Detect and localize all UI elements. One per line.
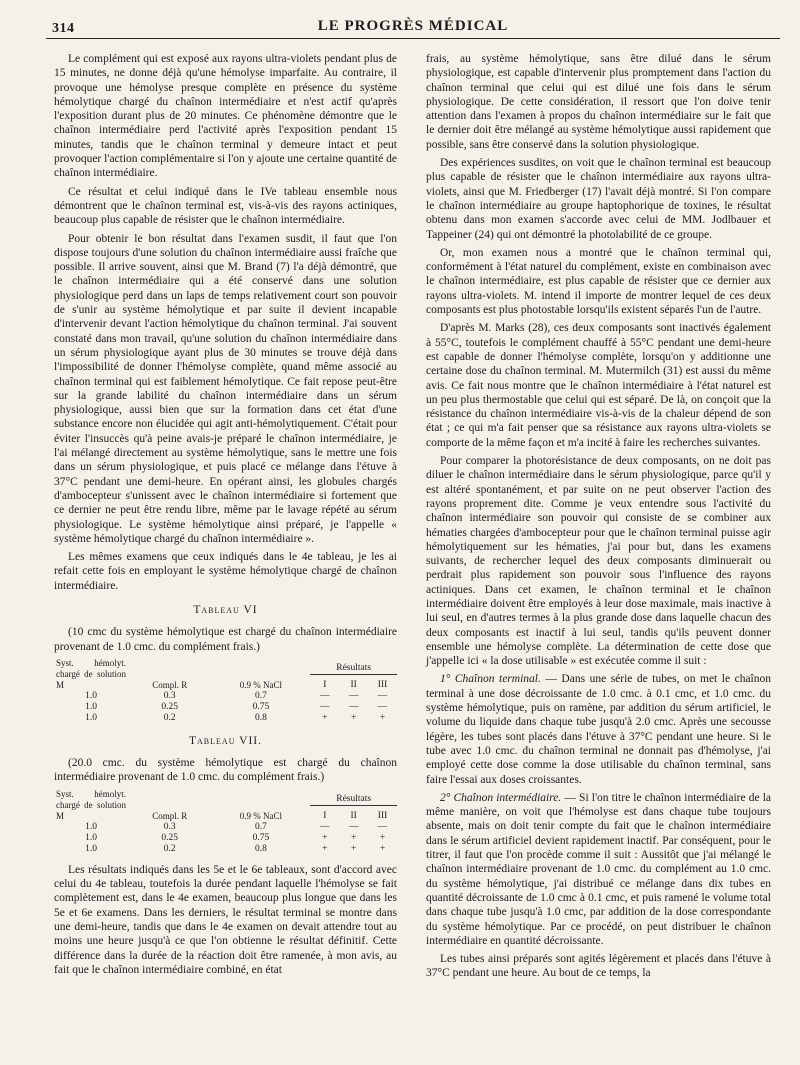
results-table-6 xyxy=(54,658,397,724)
table-cell: 0.2 xyxy=(163,843,176,854)
paragraph: Les mêmes examens que ceux indiqués dans le 4e tableau, je les ai refait cette fois en employant le système hémolytique chargé de chaînon intermédiaire. xyxy=(54,551,397,592)
table-row xyxy=(54,691,397,702)
running-header xyxy=(46,14,780,39)
paragraph xyxy=(426,791,771,948)
result-col-2: II xyxy=(350,679,357,690)
table-caption: (20.0 cmc. du système hémolytique est chargé du chaînon intermédiaire provenant de 1.0 cmc. du complément frais.) xyxy=(54,757,397,784)
paragraph-lead: 1° Chaînon terminal. xyxy=(440,673,541,686)
paragraph: Des expériences susdites, on voit que le chaînon terminal est beaucoup plus capable de résister que le chaînon intermédiaire aux rayons ultra-violets, ainsi que M. Friedberger (17) l'avait déjà montré. Si l'on compare le chaînon intermédiaire au groupe haptophorique de toxines, le résultat obtenu dans mon examen s'accorde avec celui de MM. Jodlbauer et Tappeiner (24) qui ont démontré la photolabilité de ce groupe. xyxy=(426,157,771,241)
table-cell: 0.25 xyxy=(161,701,179,712)
paragraph: Les résultats indiqués dans les 5e et le 6e tableaux, sont d'accord avec celui du 4e tableau, toutefois la durée pendant laquelle l'hémolyse se fait complètement est, dans le 4e examen, beaucoup plus longue que dans les 5e et 6e examens. Dans les derniers, le résultat terminal se montre dans une demi-heure, tandis que dans le 4e examen on devait attendre tout au moins une heure jusqu'à ce que l'on obtienne le résultat définitif. Cette différence dans la durée de la réaction doit être ramenée, à mon avis, au fait que le chaînon intermédiaire combiné, en état xyxy=(54,863,397,976)
table-cell: 0.7 xyxy=(254,690,267,701)
table-cell: — xyxy=(348,701,359,712)
table-cell: 0.8 xyxy=(254,843,267,854)
table-cell: — xyxy=(320,701,330,712)
paragraph xyxy=(426,672,771,786)
paragraph: Le complément qui est exposé aux rayons ultra-violets pendant plus de 15 minutes, ne donne déjà qu'une hémolyse imparfaite. Au contraire, il provoque une hémolyse presque complète en présence du système hémolytique chargé du chaînon intermédiaire et n'est actif qu'après l'exposition durant plus de 20 minutes. Ce phénomène démontre que le chaînon intermédiaire perd l'activité après l'exposition pendant 15 minutes, tandis que le chaînon terminal y demeure intact et peut provoquer l'action complémentaire si l'on y ajoute une certaine quantité de chaînon intermédiaire. xyxy=(54,53,397,180)
table-cell: 0.75 xyxy=(252,832,270,843)
table-cell: + xyxy=(379,843,386,854)
table-row xyxy=(54,713,397,724)
table-cell: 1.0 xyxy=(85,712,97,723)
table-cell: 1.0 xyxy=(85,690,97,701)
col-header-system: Syst. hémolyt. chargé de solution M xyxy=(56,657,126,690)
table-cell: 0.25 xyxy=(161,832,179,843)
table-cell: — xyxy=(377,701,388,712)
table-cell: — xyxy=(348,821,359,832)
result-col-2: II xyxy=(350,810,357,821)
table-cell: 0.3 xyxy=(163,690,176,701)
table-cell: 0.3 xyxy=(163,821,176,832)
table-cell: + xyxy=(322,843,328,854)
table-cell: + xyxy=(379,712,386,723)
table-cell: 1.0 xyxy=(85,843,97,854)
table-cell: + xyxy=(322,832,328,843)
table-caption: (10 cmc du système hémolytique est chargé du chaînon intermédiaire provenant de 1.0 cmc. du complément frais.) xyxy=(54,626,397,653)
table-row xyxy=(54,702,397,713)
journal-title: LE PROGRÈS MÉDICAL xyxy=(317,17,509,34)
paragraph: Les tubes ainsi préparés sont agités légèrement et placés dans l'étuve à 37°C pendant une heure. Au bout de ce temps, la xyxy=(426,953,771,980)
table-cell: — xyxy=(320,821,330,832)
paragraph: frais, au système hémolytique, sans être dilué dans le sérum physiologique, est capable d'intervenir plus promptement dans l'action du chaînon terminal que celui qui est dilué une fois dans le sérum physiologique. De cette considération, il ressort que l'on doive tenir attention dans l'examen à propos du chaînon intermédiaire sur le fait que le dernier doit être mélangé au système hémolytique aussi rapidement que possible, sans être conservé dans la solution physiologique. xyxy=(426,53,771,151)
result-col-3: III xyxy=(377,810,388,821)
paragraph: Pour obtenir le bon résultat dans l'examen susdit, il faut que l'on dispose toujours d'une solution du chaînon intermédiaire aussi fraîche que possible. Il arrive souvent, ainsi que M. Brand (7) l'a déjà démontré, que le chaînon intermédiaire qui a été conservé dans une solution physiologique perd dans un laps de temps relativement court son pouvoir de s'unir au système hémolytique et par suite il devient incapable d'intervenir devant l'action hémolytique du chaînon terminal. J'ai souvent constaté dans mon travail, qu'une solution du chaînon intermédiaire dans un sérum physiologique ayant plus de 30 minutes se trouve déjà dans l'impossibilité de donner l'hémolyse complète, quand même associé au chaînon terminal qui est faiblement hémolytique. Ce fait repose peut-être sur la grande labilité du chaînon intermédiaire dans un sérum physiologique, aussi bien que sur la formation dans cet état d'une substance encore non élucidée qui agit anti-hémolytiquement. C'était pour éviter l'insuccès qu'à peine avais-je préparé le chaînon intermédiaire, je l'ai mélangé directement au système hémolytique, sans le mettre une fois dans un sérum physiologique, et puis placé ce mélange dans l'étuve à 37°C pendant une demi-heure. En opérant ainsi, les globules chargés d'ambocepteur s'unissent avec le chaînon intermédiaire si fortement que ce dernier ne peut être rendu libre, même par le lavage répété au sérum physiologique. Le système hémolytique ainsi préparé, je l'appelle « système hémolytique chargé du chaînon intermédiaire ». xyxy=(54,232,397,545)
col-header-compl: Compl. R xyxy=(152,810,188,821)
table-cell: 0.2 xyxy=(163,712,176,723)
paragraph-lead: 2° Chaînon intermédiaire. xyxy=(440,791,562,804)
paragraph: Ce résultat et celui indiqué dans le IVe tableau ensemble nous démontrent que le chaînon terminal est, vis-à-vis des rayons actiniques, beaucoup plus capable de résister que le chaînon intermédiaire. xyxy=(54,185,397,227)
table-cell: 0.75 xyxy=(252,701,270,712)
results-table-7 xyxy=(54,789,397,855)
table-cell: + xyxy=(350,832,357,843)
table-title: Tableau VII. xyxy=(189,734,262,747)
table-cell: — xyxy=(320,690,330,701)
col-header-compl: Compl. R xyxy=(152,679,188,690)
table-row xyxy=(54,844,397,855)
table-cell: + xyxy=(350,712,357,723)
table-cell: — xyxy=(348,690,359,701)
right-column xyxy=(426,52,771,985)
paragraph: D'après M. Marks (28), ces deux composants sont inactivés également à 55°C, toutefois le complément chauffé à 55°C pendant une demi-heure est capable de donner l'hémolyse complète, lorsqu'on y additionne une certaine dose du chaînon terminal. M. Mutermilch (31) est aussi du même avis. Ce fait nous montre que le chaînon intermédiaire à l'état naturel est un peu plus thermostable que celui qui est séparé. De là, on conçoit que la résistance du chaînon intermédiaire vis-à-vis de la chaleur dépend de son état ; ce qui m'a fait penser que sa résistance aux rayons ultra-violets se comporte de la même façon et m'a incité à faire les recherches suivantes. xyxy=(426,322,771,449)
table-cell: 1.0 xyxy=(85,701,97,712)
table-cell: 0.7 xyxy=(254,821,267,832)
result-col-1: I xyxy=(323,810,327,821)
table-cell: — xyxy=(377,690,388,701)
page-number: 314 xyxy=(52,21,75,36)
table-row xyxy=(54,822,397,833)
col-header-system: Syst. hémolyt. chargé de solution M xyxy=(56,788,126,821)
table-cell: 1.0 xyxy=(85,821,97,832)
paragraph: Pour comparer la photorésistance de deux composants, on ne doit pas diluer le chaînon intermédiaire dans le sérum physiologique, parce qu'il y est altéré spontanément, et par suite on ne peut observer l'action des rayons proprement dite. Comme je veux entendre sous l'activité du chaînon intermédiaire son pouvoir qui consiste de se combiner aux hématies chargées d'ambocepteur pour que le chaînon terminal puisse agir hémolytiquement sur les hématies, j'ai pour but, dans les examens suivants, de rechercher lequel des deux composants diminuerait ou perdrait plus rapidement son pouvoir sous l'influence des rayons actiniques. Dans cet examen, le chaînon terminal et le chaînon intermédiaire doivent être employés à leur dose maximale, mais inactive à lui seul, en d'autres termes à la plus grande dose dans laquelle chacun des deux composants est inactif à lui seul, tandis qu'ils peuvent donner ensemble une hémolyse complète. La détermination de cette dose que j'appelle ici « la dose utilisable » est exécutée comme il suit : xyxy=(426,455,771,668)
table-cell: — xyxy=(377,821,388,832)
col-header-results: Résultats xyxy=(310,658,397,675)
col-header-results: Résultats xyxy=(310,789,397,806)
table-cell: + xyxy=(379,832,386,843)
left-column xyxy=(54,52,397,981)
paragraph-body: — Si l'on titre le chaînon intermédiaire de la même manière, on voit que l'hémolyse est dans chaque tube toujours absente, mais on doit tenir compte du fait que le chaînon intermédiaire dans le sérum artificiel devient rapidement inactif. Par conséquent, pour le titrer, il faut que l'on procède comme il suit : Aussitôt que j'ai mélangé le chaînon intermédiaire provenant de 1.0 cmc. du complément au 1.0 cmc. du système hémolytique, j'ai distribué ce mélange dans dix tubes en quantité décroissante de 1.0 cmc à 0.1 cmc, et puis ramené le volume total dans chaque tube jusqu'à 1.0 cmc, par addition de la dose correspondante du système hémolytique. Par ce procédé, on peut distribuer le chaînon intermédiaire en quantité décroissante. xyxy=(426,791,771,947)
col-header-nacl: 0.9 % NaCl xyxy=(239,810,283,821)
result-col-1: I xyxy=(323,679,327,690)
result-col-3: III xyxy=(377,679,388,690)
col-header-nacl: 0.9 % NaCl xyxy=(239,679,283,690)
paragraph-body: — Dans une série de tubes, on met le chaînon terminal à une dose décroissante de 1.0 cmc. à 0.1 cmc, et 1.0 cmc. du système hémolytique, puis on ramène, par addition du sérum artificiel, le volume du liquide dans chaque tube jusqu'à 2.0 cmc. Après une secousse légère, les tubes sont placés dans l'étuve à 37°C pendant une heure. Si le tube avec 1.0 cmc. du chaînon terminal ne donnait pas d'hémolyse, j'ai employé cette dose comme la dose utilisable du chaînon terminal, sans faire l'essai aux doses croissantes. xyxy=(426,673,771,786)
table-cell: + xyxy=(350,843,357,854)
table-cell: + xyxy=(322,712,328,723)
table-cell: 0.8 xyxy=(254,712,267,723)
table-title: Tableau VI xyxy=(193,603,258,616)
paragraph: Or, mon examen nous a montré que le chaînon terminal qui, conformément à l'état naturel du complément, existe en combinaison avec le chaînon intermédiaire, est plus capable de résister que ce dernier aux rayons ultra-violets. M. intend il importe de montrer lequel de ces deux composants est plus photostable lorsqu'ils existent séparés l'un de l'autre. xyxy=(426,246,771,317)
table-row xyxy=(54,833,397,844)
table-cell: 1.0 xyxy=(85,832,97,843)
